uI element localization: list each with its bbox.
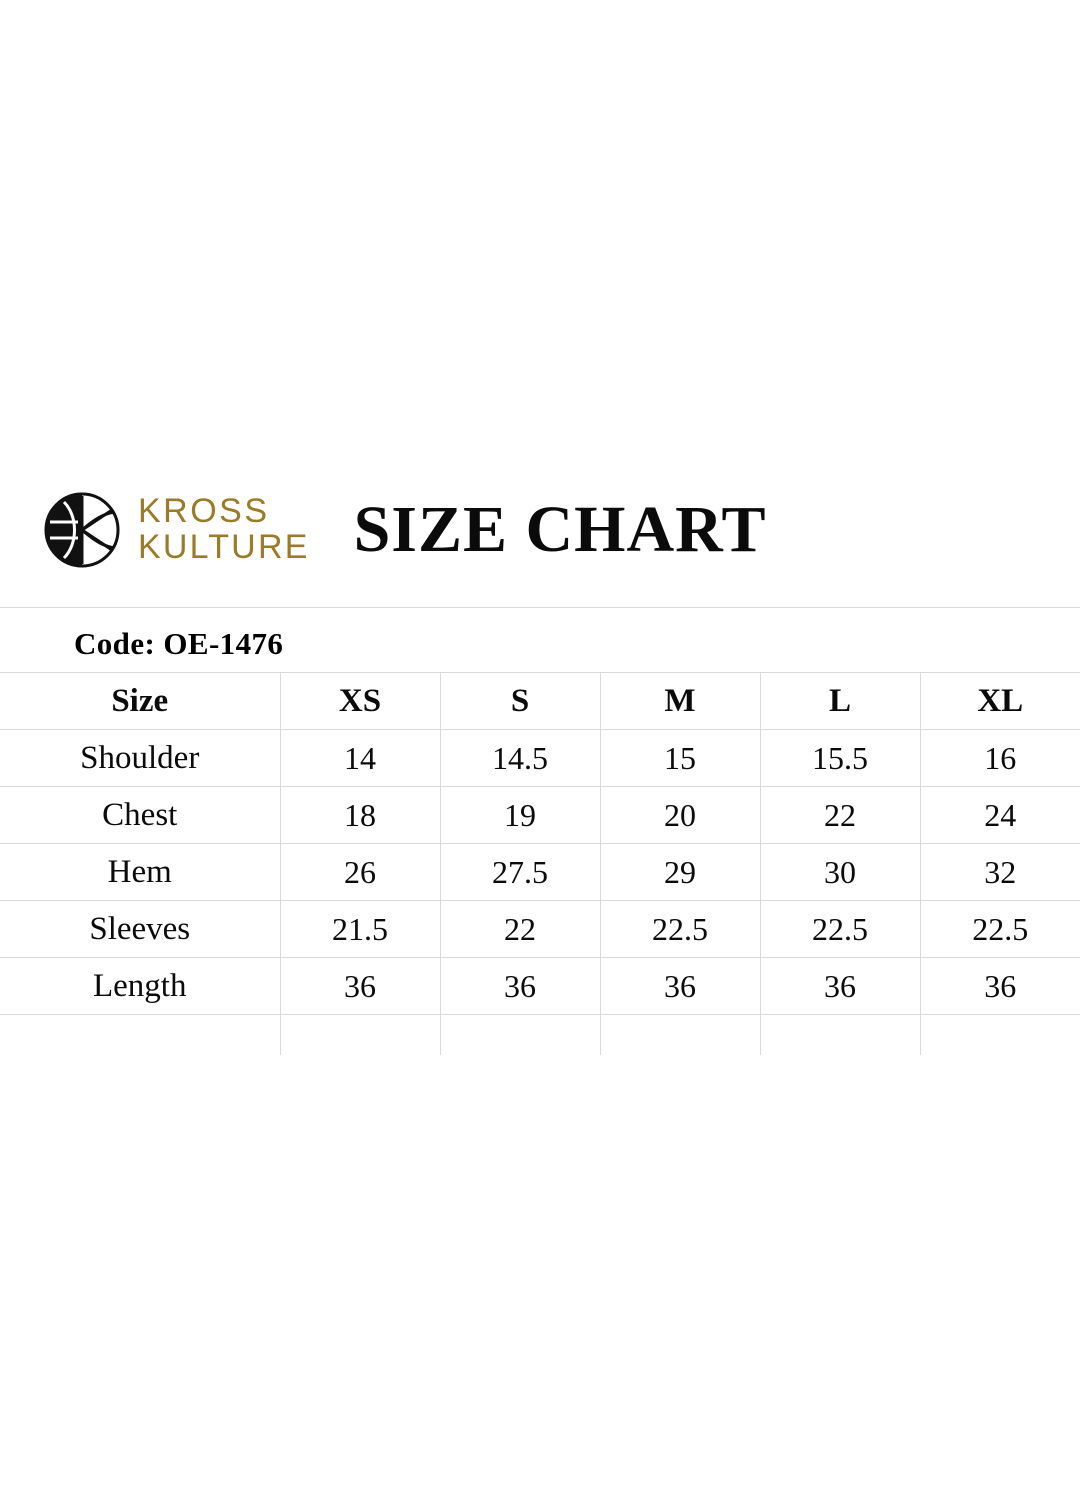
- empty-cell: [920, 1015, 1080, 1056]
- cell-chest-l: 22: [760, 787, 920, 844]
- table-row: [0, 958, 1080, 1015]
- cell-hem-m: 29: [600, 844, 760, 901]
- row-label-shoulder: Shoulder: [0, 730, 280, 787]
- cell-hem-s: 27.5: [440, 844, 600, 901]
- table-row: [0, 787, 1080, 844]
- cell-shoulder-s: 14.5: [440, 730, 600, 787]
- cell-sleeves-xs: 21.5: [280, 901, 440, 958]
- cell-length-m: 36: [600, 958, 760, 1015]
- cell-chest-xs: 18: [280, 787, 440, 844]
- document-header: [0, 452, 1080, 607]
- cell-sleeves-l: 22.5: [760, 901, 920, 958]
- cell-sleeves-xl: 22.5: [920, 901, 1080, 958]
- column-header-xl: XL: [920, 673, 1080, 730]
- cell-shoulder-m: 15: [600, 730, 760, 787]
- cell-chest-s: 19: [440, 787, 600, 844]
- empty-cell: [760, 1015, 920, 1056]
- cell-shoulder-xl: 16: [920, 730, 1080, 787]
- brand-lockup: [44, 492, 310, 568]
- row-label-length: Length: [0, 958, 280, 1015]
- row-label-chest: Chest: [0, 787, 280, 844]
- cell-sleeves-m: 22.5: [600, 901, 760, 958]
- header-divider: [0, 607, 1080, 608]
- cell-chest-m: 20: [600, 787, 760, 844]
- size-table: [0, 672, 1080, 1055]
- cell-length-xl: 36: [920, 958, 1080, 1015]
- cell-hem-xl: 32: [920, 844, 1080, 901]
- empty-cell: [600, 1015, 760, 1056]
- cell-sleeves-s: 22: [440, 901, 600, 958]
- table-header-row: [0, 673, 1080, 730]
- empty-cell: [440, 1015, 600, 1056]
- table-row-empty: [0, 1015, 1080, 1056]
- cell-chest-xl: 24: [920, 787, 1080, 844]
- cell-shoulder-xs: 14: [280, 730, 440, 787]
- cell-length-xs: 36: [280, 958, 440, 1015]
- table-row: [0, 730, 1080, 787]
- table-row: [0, 901, 1080, 958]
- column-header-measurement: Size: [0, 673, 280, 730]
- column-header-m: M: [600, 673, 760, 730]
- row-label-hem: Hem: [0, 844, 280, 901]
- brand-name-line-2: KULTURE: [138, 527, 310, 566]
- cell-shoulder-l: 15.5: [760, 730, 920, 787]
- table-row: [0, 844, 1080, 901]
- column-header-xs: XS: [280, 673, 440, 730]
- size-table-container: [0, 672, 1080, 1055]
- cell-length-l: 36: [760, 958, 920, 1015]
- cell-hem-xs: 26: [280, 844, 440, 901]
- cell-length-s: 36: [440, 958, 600, 1015]
- column-header-l: L: [760, 673, 920, 730]
- page-title: SIZE CHART: [353, 492, 767, 566]
- column-header-s: S: [440, 673, 600, 730]
- cell-hem-l: 30: [760, 844, 920, 901]
- brand-name: [138, 491, 310, 566]
- empty-cell: [280, 1015, 440, 1056]
- kross-kulture-circle-logo-icon: [44, 492, 120, 568]
- empty-cell: [0, 1015, 280, 1056]
- brand-name-line-1: KROSS: [138, 491, 270, 530]
- row-label-sleeves: Sleeves: [0, 901, 280, 958]
- product-code: Code: OE-1476: [74, 626, 284, 661]
